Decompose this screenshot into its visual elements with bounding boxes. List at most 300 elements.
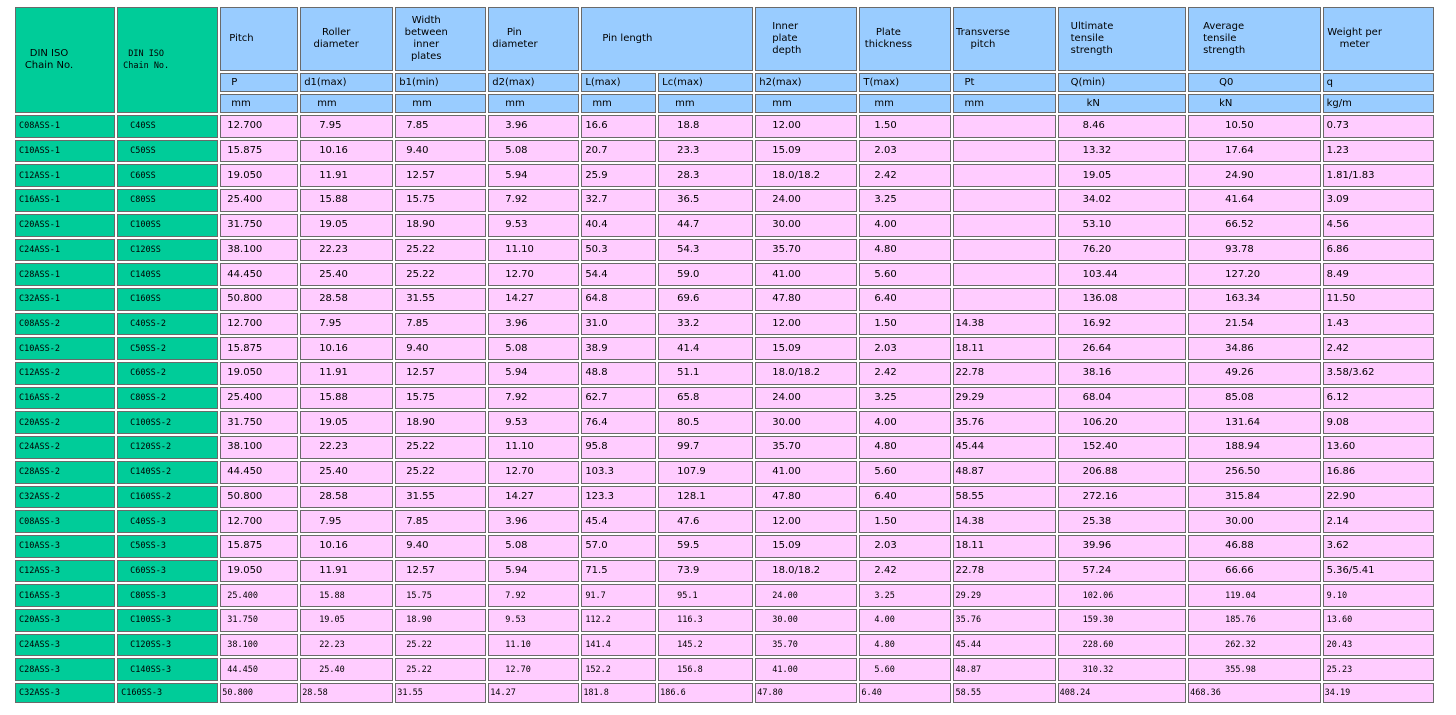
header-average-tensile-label: Average tensile strength (1203, 21, 1246, 56)
value-cell: 12.57 (395, 362, 486, 385)
value-cell: 2.03 (859, 140, 951, 163)
value-cell: 24.00 (755, 584, 857, 607)
value-cell: 28.58 (300, 486, 393, 509)
value-cell: 12.700 (220, 115, 298, 138)
value-cell: 9.40 (395, 337, 486, 360)
table-row (15, 411, 1434, 434)
unit-row (15, 94, 1434, 113)
iso-chain-no-cell: C120SS-3 (117, 634, 218, 657)
value-cell: 3.25 (859, 387, 951, 410)
header-width-between (395, 7, 486, 71)
value-cell: 25.22 (395, 263, 486, 286)
header-plate-thickness-label: Plate thickness (864, 27, 913, 50)
iso-chain-no-cell: C120SS-2 (117, 436, 218, 459)
table-row (15, 510, 1434, 533)
value-cell: 1.23 (1323, 140, 1434, 163)
value-cell: 19.05 (300, 411, 393, 434)
value-cell: 11.10 (488, 634, 579, 657)
iso-chain-no-cell: C140SS-2 (117, 461, 218, 484)
value-cell: 18.0/18.2 (755, 164, 857, 187)
value-cell: 7.95 (300, 510, 393, 533)
chain-spec-table (13, 5, 1436, 705)
iso-chain-no-cell: C140SS-3 (117, 658, 218, 681)
value-cell: 76.4 (581, 411, 656, 434)
value-cell: 15.88 (300, 189, 393, 212)
value-cell: 41.4 (658, 337, 753, 360)
table-row (15, 535, 1434, 558)
value-cell: 35.70 (755, 239, 857, 262)
value-cell: 24.00 (755, 189, 857, 212)
table-row (15, 214, 1434, 237)
value-cell: 29.29 (953, 584, 1055, 607)
unit-cell: kN (1058, 94, 1186, 113)
value-cell: 9.53 (488, 411, 579, 434)
value-cell: 103.3 (581, 461, 656, 484)
value-cell: 25.22 (395, 436, 486, 459)
value-cell: 15.09 (755, 337, 857, 360)
din-chain-no-cell: C20ASS-2 (15, 411, 115, 434)
value-cell: 14.27 (488, 486, 579, 509)
value-cell: 85.08 (1188, 387, 1321, 410)
value-cell: 1.50 (859, 115, 951, 138)
value-cell: 18.90 (395, 609, 486, 632)
value-cell: 3.09 (1323, 189, 1434, 212)
value-cell: 19.050 (220, 362, 298, 385)
value-cell: 50.3 (581, 239, 656, 262)
din-chain-no-cell: C08ASS-1 (15, 115, 115, 138)
value-cell: 45.44 (953, 634, 1055, 657)
value-cell: 35.70 (755, 634, 857, 657)
value-cell: 12.00 (755, 510, 857, 533)
din-chain-no-cell: C20ASS-1 (15, 214, 115, 237)
value-cell (953, 263, 1055, 286)
value-cell: 47.6 (658, 510, 753, 533)
din-chain-no-cell: C24ASS-2 (15, 436, 115, 459)
value-cell: 181.8 (581, 683, 656, 703)
value-cell: 28.58 (300, 288, 393, 311)
value-cell: 186.6 (658, 683, 753, 703)
value-cell: 38.16 (1058, 362, 1186, 385)
value-cell: 50.800 (220, 683, 298, 703)
iso-chain-no-cell: C160SS-3 (117, 683, 218, 703)
value-cell: 38.100 (220, 239, 298, 262)
iso-chain-no-cell: C50SS (117, 140, 218, 163)
value-cell: 41.00 (755, 263, 857, 286)
table-row (15, 461, 1434, 484)
value-cell: 152.40 (1058, 436, 1186, 459)
header-inner-plate-depth (755, 7, 857, 71)
header-plate-thickness (859, 7, 951, 71)
unit-cell: mm (395, 94, 486, 113)
value-cell: 6.40 (859, 486, 951, 509)
value-cell: 15.88 (300, 387, 393, 410)
value-cell: 16.6 (581, 115, 656, 138)
symbol-cell: b1(min) (395, 73, 486, 92)
header-inner-plate-depth-label: Inner plate depth (772, 21, 802, 56)
table-row (15, 164, 1434, 187)
value-cell: 19.05 (1058, 164, 1186, 187)
value-cell: 91.7 (581, 584, 656, 607)
value-cell: 5.94 (488, 164, 579, 187)
value-cell: 76.20 (1058, 239, 1186, 262)
value-cell: 2.14 (1323, 510, 1434, 533)
value-cell: 7.92 (488, 387, 579, 410)
value-cell: 6.40 (859, 288, 951, 311)
iso-chain-no-cell: C40SS-3 (117, 510, 218, 533)
value-cell: 58.55 (953, 683, 1055, 703)
value-cell: 25.40 (300, 263, 393, 286)
unit-cell: mm (220, 94, 298, 113)
value-cell: 25.400 (220, 387, 298, 410)
value-cell (953, 239, 1055, 262)
value-cell: 23.3 (658, 140, 753, 163)
iso-chain-no-cell: C50SS-3 (117, 535, 218, 558)
din-chain-no-cell: C08ASS-2 (15, 313, 115, 336)
value-cell: 5.94 (488, 362, 579, 385)
iso-chain-no-cell: C140SS (117, 263, 218, 286)
value-cell: 3.58/3.62 (1323, 362, 1434, 385)
iso-chain-no-cell: C50SS-2 (117, 337, 218, 360)
table-row (15, 140, 1434, 163)
value-cell: 38.100 (220, 634, 298, 657)
symbol-cell: q (1323, 73, 1434, 92)
value-cell: 9.53 (488, 609, 579, 632)
value-cell: 24.90 (1188, 164, 1321, 187)
value-cell: 408.24 (1058, 683, 1186, 703)
value-cell: 31.0 (581, 313, 656, 336)
value-cell: 18.0/18.2 (755, 560, 857, 583)
table-row (15, 115, 1434, 138)
value-cell: 46.88 (1188, 535, 1321, 558)
value-cell: 22.90 (1323, 486, 1434, 509)
value-cell: 2.42 (859, 362, 951, 385)
table-row (15, 658, 1434, 681)
value-cell: 45.4 (581, 510, 656, 533)
value-cell: 17.64 (1188, 140, 1321, 163)
header-roller-diameter (300, 7, 393, 71)
value-cell: 25.22 (395, 634, 486, 657)
value-cell: 73.9 (658, 560, 753, 583)
value-cell: 119.04 (1188, 584, 1321, 607)
value-cell: 93.78 (1188, 239, 1321, 262)
value-cell: 44.450 (220, 461, 298, 484)
value-cell: 20.43 (1323, 634, 1434, 657)
value-cell: 22.78 (953, 362, 1055, 385)
value-cell: 59.5 (658, 535, 753, 558)
value-cell: 31.750 (220, 411, 298, 434)
value-cell: 12.57 (395, 560, 486, 583)
value-cell: 22.23 (300, 634, 393, 657)
value-cell: 8.46 (1058, 115, 1186, 138)
value-cell (953, 164, 1055, 187)
table-row (15, 584, 1434, 607)
value-cell: 6.86 (1323, 239, 1434, 262)
unit-cell: mm (300, 94, 393, 113)
value-cell: 4.80 (859, 634, 951, 657)
value-cell: 128.1 (658, 486, 753, 509)
value-cell: 12.70 (488, 658, 579, 681)
value-cell: 256.50 (1188, 461, 1321, 484)
value-cell: 2.42 (859, 164, 951, 187)
value-cell: 103.44 (1058, 263, 1186, 286)
din-chain-no-cell: C32ASS-2 (15, 486, 115, 509)
value-cell: 22.23 (300, 239, 393, 262)
value-cell: 13.60 (1323, 436, 1434, 459)
table-row (15, 362, 1434, 385)
value-cell: 152.2 (581, 658, 656, 681)
value-cell: 7.85 (395, 510, 486, 533)
value-cell: 25.22 (395, 461, 486, 484)
table-row (15, 683, 1434, 703)
value-cell: 50.800 (220, 288, 298, 311)
value-cell: 35.70 (755, 436, 857, 459)
value-cell: 14.27 (488, 683, 579, 703)
value-cell: 4.80 (859, 436, 951, 459)
value-cell: 95.1 (658, 584, 753, 607)
value-cell: 11.10 (488, 239, 579, 262)
value-cell: 3.62 (1323, 535, 1434, 558)
value-cell: 1.50 (859, 510, 951, 533)
din-chain-no-cell: C28ASS-2 (15, 461, 115, 484)
value-cell: 12.00 (755, 313, 857, 336)
value-cell: 10.16 (300, 140, 393, 163)
unit-cell: mm (581, 94, 656, 113)
header-width-between-label: Width between inner plates (404, 15, 448, 62)
value-cell: 468.36 (1188, 683, 1321, 703)
value-cell: 35.76 (953, 609, 1055, 632)
value-cell: 47.80 (755, 288, 857, 311)
unit-cell: mm (755, 94, 857, 113)
value-cell: 4.00 (859, 609, 951, 632)
din-chain-no-cell: C20ASS-3 (15, 609, 115, 632)
value-cell: 66.52 (1188, 214, 1321, 237)
value-cell: 116.3 (658, 609, 753, 632)
table-body (15, 115, 1434, 703)
value-cell: 25.22 (395, 658, 486, 681)
value-cell: 0.73 (1323, 115, 1434, 138)
value-cell: 44.450 (220, 658, 298, 681)
value-cell (953, 189, 1055, 212)
table-row (15, 263, 1434, 286)
iso-chain-no-cell: C80SS (117, 189, 218, 212)
value-cell: 10.50 (1188, 115, 1321, 138)
header-ultimate-tensile (1058, 7, 1186, 71)
value-cell (953, 214, 1055, 237)
din-chain-no-cell: C24ASS-1 (15, 239, 115, 262)
value-cell: 262.32 (1188, 634, 1321, 657)
value-cell: 15.75 (395, 584, 486, 607)
value-cell: 7.95 (300, 313, 393, 336)
value-cell: 9.40 (395, 140, 486, 163)
value-cell: 5.94 (488, 560, 579, 583)
value-cell: 10.16 (300, 337, 393, 360)
value-cell: 25.400 (220, 584, 298, 607)
value-cell: 18.11 (953, 535, 1055, 558)
value-cell: 31.55 (395, 486, 486, 509)
value-cell: 15.88 (300, 584, 393, 607)
value-cell: 3.96 (488, 115, 579, 138)
value-cell: 15.75 (395, 387, 486, 410)
value-cell: 49.26 (1188, 362, 1321, 385)
value-cell: 8.49 (1323, 263, 1434, 286)
din-chain-no-cell: C16ASS-3 (15, 584, 115, 607)
value-cell: 5.60 (859, 461, 951, 484)
din-chain-no-cell: C16ASS-2 (15, 387, 115, 410)
unit-cell: kN (1188, 94, 1321, 113)
value-cell: 26.64 (1058, 337, 1186, 360)
value-cell: 16.86 (1323, 461, 1434, 484)
value-cell: 12.57 (395, 164, 486, 187)
value-cell: 13.60 (1323, 609, 1434, 632)
value-cell: 4.00 (859, 411, 951, 434)
value-cell: 11.10 (488, 436, 579, 459)
value-cell: 12.00 (755, 115, 857, 138)
unit-cell: mm (859, 94, 951, 113)
unit-cell: mm (658, 94, 753, 113)
value-cell: 99.7 (658, 436, 753, 459)
iso-chain-no-cell: C40SS (117, 115, 218, 138)
iso-chain-no-cell: C120SS (117, 239, 218, 262)
value-cell: 34.86 (1188, 337, 1321, 360)
value-cell: 228.60 (1058, 634, 1186, 657)
value-cell: 64.8 (581, 288, 656, 311)
din-chain-no-cell: C10ASS-3 (15, 535, 115, 558)
value-cell: 18.90 (395, 214, 486, 237)
value-cell: 41.00 (755, 658, 857, 681)
value-cell: 18.0/18.2 (755, 362, 857, 385)
value-cell: 31.55 (395, 288, 486, 311)
value-cell: 6.40 (859, 683, 951, 703)
value-cell: 47.80 (755, 486, 857, 509)
value-cell: 3.25 (859, 584, 951, 607)
value-cell: 29.29 (953, 387, 1055, 410)
value-cell: 4.00 (859, 214, 951, 237)
value-cell: 1.50 (859, 313, 951, 336)
value-cell: 188.94 (1188, 436, 1321, 459)
value-cell: 145.2 (658, 634, 753, 657)
header-pitch: Pitch (220, 7, 298, 71)
value-cell: 7.92 (488, 189, 579, 212)
value-cell: 11.50 (1323, 288, 1434, 311)
value-cell: 106.20 (1058, 411, 1186, 434)
table-row (15, 560, 1434, 583)
value-cell: 7.95 (300, 115, 393, 138)
din-chain-no-cell: C10ASS-1 (15, 140, 115, 163)
value-cell: 9.08 (1323, 411, 1434, 434)
value-cell: 163.34 (1188, 288, 1321, 311)
symbol-cell: d2(max) (488, 73, 579, 92)
value-cell: 30.00 (1188, 510, 1321, 533)
value-cell: 355.98 (1188, 658, 1321, 681)
value-cell: 48.8 (581, 362, 656, 385)
value-cell: 36.5 (658, 189, 753, 212)
header-pin-length: Pin length (581, 7, 753, 71)
value-cell: 48.87 (953, 461, 1055, 484)
value-cell: 44.7 (658, 214, 753, 237)
value-cell: 5.60 (859, 263, 951, 286)
value-cell: 32.7 (581, 189, 656, 212)
value-cell: 14.38 (953, 510, 1055, 533)
value-cell: 80.5 (658, 411, 753, 434)
value-cell: 141.4 (581, 634, 656, 657)
value-cell: 127.20 (1188, 263, 1321, 286)
value-cell: 28.3 (658, 164, 753, 187)
value-cell: 57.0 (581, 535, 656, 558)
value-cell: 16.92 (1058, 313, 1186, 336)
din-chain-no-cell: C16ASS-1 (15, 189, 115, 212)
header-pin-diameter (488, 7, 579, 71)
header-chain-no-1-label: DIN ISO Chain No. (24, 48, 74, 71)
din-chain-no-cell: C12ASS-1 (15, 164, 115, 187)
value-cell: 3.96 (488, 510, 579, 533)
value-cell: 3.96 (488, 313, 579, 336)
din-chain-no-cell: C24ASS-3 (15, 634, 115, 657)
unit-cell: kg/m (1323, 94, 1434, 113)
value-cell: 48.87 (953, 658, 1055, 681)
value-cell: 57.24 (1058, 560, 1186, 583)
value-cell: 2.42 (1323, 337, 1434, 360)
table-row (15, 288, 1434, 311)
value-cell: 15.875 (220, 337, 298, 360)
value-cell: 18.11 (953, 337, 1055, 360)
din-chain-no-cell: C32ASS-1 (15, 288, 115, 311)
iso-chain-no-cell: C60SS-2 (117, 362, 218, 385)
value-cell: 71.5 (581, 560, 656, 583)
value-cell: 44.450 (220, 263, 298, 286)
din-chain-no-cell: C28ASS-3 (15, 658, 115, 681)
value-cell: 20.7 (581, 140, 656, 163)
value-cell: 1.43 (1323, 313, 1434, 336)
value-cell: 185.76 (1188, 609, 1321, 632)
value-cell: 31.750 (220, 214, 298, 237)
value-cell: 156.8 (658, 658, 753, 681)
value-cell: 25.22 (395, 239, 486, 262)
din-chain-no-cell: C12ASS-2 (15, 362, 115, 385)
value-cell (953, 115, 1055, 138)
value-cell: 95.8 (581, 436, 656, 459)
value-cell: 33.2 (658, 313, 753, 336)
table-row (15, 387, 1434, 410)
value-cell: 15.875 (220, 140, 298, 163)
iso-chain-no-cell: C80SS-3 (117, 584, 218, 607)
value-cell: 15.75 (395, 189, 486, 212)
value-cell: 19.050 (220, 164, 298, 187)
symbol-cell: Lc(max) (658, 73, 753, 92)
value-cell: 68.04 (1058, 387, 1186, 410)
header-weight-per-meter (1323, 7, 1434, 71)
value-cell: 5.36/5.41 (1323, 560, 1434, 583)
iso-chain-no-cell: C60SS-3 (117, 560, 218, 583)
value-cell: 22.78 (953, 560, 1055, 583)
symbol-cell: T(max) (859, 73, 951, 92)
value-cell: 30.00 (755, 214, 857, 237)
value-cell (953, 288, 1055, 311)
value-cell: 19.050 (220, 560, 298, 583)
value-cell: 34.19 (1323, 683, 1434, 703)
value-cell: 65.8 (658, 387, 753, 410)
value-cell: 15.09 (755, 140, 857, 163)
table-row (15, 609, 1434, 632)
table-row (15, 239, 1434, 262)
value-cell: 25.38 (1058, 510, 1186, 533)
value-cell: 18.90 (395, 411, 486, 434)
value-cell: 4.80 (859, 239, 951, 262)
symbol-cell: Q0 (1188, 73, 1321, 92)
value-cell: 206.88 (1058, 461, 1186, 484)
header-pin-diameter-label: Pin diameter (492, 27, 538, 50)
value-cell: 15.09 (755, 535, 857, 558)
din-chain-no-cell: C12ASS-3 (15, 560, 115, 583)
